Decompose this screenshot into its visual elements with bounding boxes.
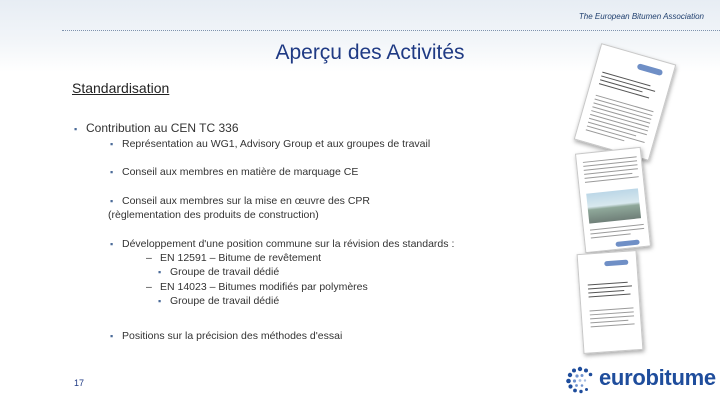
square-bullet-icon: ▪ (74, 124, 78, 134)
logo-wordmark: eurobitume (599, 365, 716, 390)
square-bullet-icon: ▪ (110, 239, 114, 249)
dash-en14023: – EN 14023 – Bitumes modifiés par polymères (146, 281, 368, 293)
bullet-position-commune: ▪ Développement d'une position commune sur la révision des standards : (110, 238, 455, 250)
organization-name: The European Bitumen Association (578, 12, 704, 21)
square-bullet-icon: ▪ (110, 331, 114, 341)
dash-en12591: – EN 12591 – Bitume de revêtement (146, 252, 322, 264)
square-bullet-icon: ▪ (110, 139, 114, 149)
square-bullet-icon: ▪ (158, 267, 162, 277)
bullet-cpr-continued: (règlementation des produits de construction) (108, 209, 319, 221)
dotted-divider (62, 30, 720, 31)
dotted-swirl-icon (563, 364, 597, 396)
document-thumbnail (577, 250, 644, 354)
square-bullet-icon: ▪ (158, 296, 162, 306)
document-thumbnail (575, 147, 651, 253)
section-heading: Standardisation (72, 80, 170, 96)
bullet-representation: ▪ Représentation au WG1, Advisory Group et aux groupes de travail (110, 138, 431, 150)
square-bullet-icon: ▪ (110, 196, 114, 206)
road-photo (586, 188, 641, 223)
bullet-cpr: ▪ Conseil aux membres sur la mise en œuvre des CPR (110, 195, 371, 207)
bullet-precision-methodes: ▪ Positions sur la précision des méthodes d'essai (110, 330, 343, 342)
square-bullet-icon: ▪ (110, 167, 114, 177)
page-number: 17 (74, 378, 85, 388)
bullet-cen-tc336: ▪ Contribution au CEN TC 336 (74, 121, 239, 135)
bullet-marquage-ce: ▪ Conseil aux membres en matière de marquage CE (110, 166, 359, 178)
sub-bullet-groupe-2: ▪ Groupe de travail dédié (158, 295, 280, 307)
page-title: Aperçu des Activités (275, 41, 465, 64)
sub-bullet-groupe-1: ▪ Groupe de travail dédié (158, 266, 280, 278)
eurobitume-logo (563, 364, 716, 396)
